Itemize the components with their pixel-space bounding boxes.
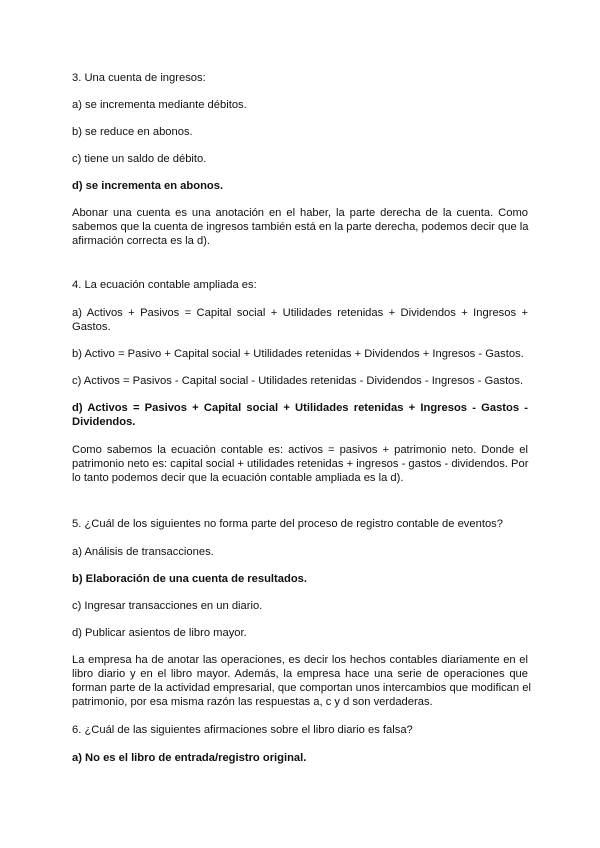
question-3-title: 3. Una cuenta de ingresos:	[72, 72, 206, 84]
question-4-answer-line: Dividendos.	[72, 416, 136, 428]
question-5-explanation-line: La empresa ha de anotar las operaciones, es decir los hechos contables diariamente en el	[72, 654, 528, 666]
question-3-explanation-line: Abonar una cuenta es una anotación en el haber, la parte derecha de la cuenta. Como	[72, 207, 528, 219]
question-4-option-c: c) Activos = Pasivos - Capital social - Utilidades retenidas - Dividendos - Ingresos - Gastos.	[72, 375, 524, 387]
question-5-option-d: d) Publicar asientos de libro mayor.	[72, 627, 247, 639]
question-4-option-a-line: Gastos.	[72, 321, 111, 333]
question-6-title: 6. ¿Cuál de las siguientes afirmaciones sobre el libro diario es falsa?	[72, 724, 413, 736]
question-4-answer-line: d) Activos = Pasivos + Capital social + Utilidades retenidas + Ingresos - Gastos -	[72, 402, 528, 414]
question-5-explanation-line: forman parte de la actividad empresarial, que comportan unos intercambios que modifican el	[72, 682, 531, 694]
question-4-option-b: b) Activo = Pasivo + Capital social + Utilidades retenidas + Dividendos + Ingresos - Gastos.	[72, 348, 524, 360]
question-5-explanation-line: patrimonio, por esa misma razón las respuestas a, c y d son verdaderas.	[72, 696, 433, 708]
question-6-answer: a) No es el libro de entrada/registro original.	[72, 752, 307, 764]
question-3-explanation-line: afirmación correcta es la d).	[72, 235, 211, 247]
question-5-answer: b) Elaboración de una cuenta de resultados.	[72, 573, 307, 585]
question-4-explanation-line: patrimonio neto es: capital social + utilidades retenidas + ingresos - gastos - dividendos. Por	[72, 458, 529, 470]
question-5-option-c: c) Ingresar transacciones en un diario.	[72, 600, 263, 612]
question-3-answer: d) se incrementa en abonos.	[72, 180, 224, 192]
question-3-explanation-line: sabemos que la cuenta de ingresos también está en la parte derecha, podemos decir que la	[72, 221, 529, 233]
question-4-title: 4. La ecuación contable ampliada es:	[72, 279, 257, 291]
question-5-explanation-line: libro diario y en el libro mayor. Además, la empresa hace una serie de operaciones que	[72, 668, 528, 680]
question-3-option-c: c) tiene un saldo de débito.	[72, 153, 207, 165]
question-4-explanation-line: Como sabemos la ecuación contable es: activos = pasivos + patrimonio neto. Donde el	[72, 444, 528, 456]
question-3-option-b: b) se reduce en abonos.	[72, 126, 193, 138]
question-4-explanation-line: lo tanto podemos decir que la ecuación contable ampliada es la d).	[72, 472, 404, 484]
question-3-option-a: a) se incrementa mediante débitos.	[72, 99, 247, 111]
question-4-option-a-line: a) Activos + Pasivos = Capital social + Utilidades retenidas + Dividendos + Ingresos +	[72, 307, 528, 319]
question-5-title: 5. ¿Cuál de los siguientes no forma parte del proceso de registro contable de eventos?	[72, 518, 503, 530]
question-5-option-a: a) Análisis de transacciones.	[72, 546, 214, 558]
